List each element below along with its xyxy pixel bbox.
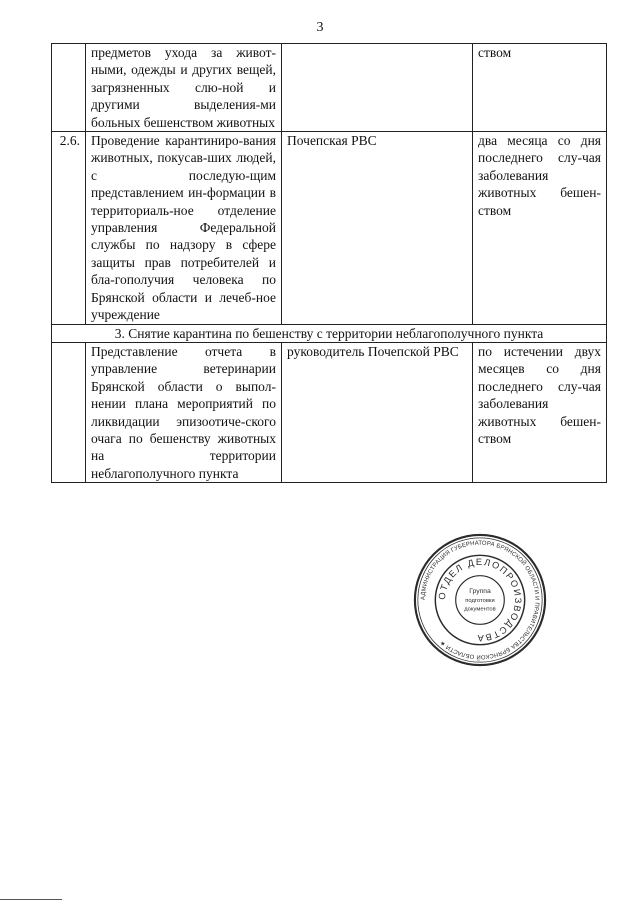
stamp-center-line: подготовки (465, 597, 495, 604)
action-cell: Представление отчета в управление ветеринарии Брянской области о выпол-нении плана мероприятий по ликвидации эпизоотиче-ского очага по бешенству животных на территории неблагополучного пункта (86, 342, 282, 482)
section-heading: 3. Снятие карантина по бешенству с территории неблагополучного пункта (52, 324, 607, 342)
section-heading-row (52, 324, 607, 342)
table-row (52, 342, 607, 482)
deadline-cell: два месяца со дня последнего слу-чая заболевания животных бешен-ством (473, 132, 607, 324)
table-row (52, 132, 607, 324)
official-stamp (412, 532, 548, 668)
action-plan-table (51, 43, 607, 483)
stamp-ring-text: ОТДЕЛ ДЕЛОПРОИЗВОДСТВА (436, 556, 524, 643)
deadline-cell: ством (473, 44, 607, 132)
page-number: 3 (316, 20, 324, 35)
stamp-center-line: Группа (469, 588, 491, 596)
footer-divider (0, 899, 62, 900)
responsible-cell: руководитель Почепской РВС (282, 342, 473, 482)
stamp-center-line: документов (464, 606, 496, 613)
table-row (52, 44, 607, 132)
row-number: 2.6. (52, 132, 86, 324)
row-number (52, 44, 86, 132)
responsible-cell: Почепская РВС (282, 132, 473, 324)
action-cell: предметов ухода за живот-ными, одежды и других вещей, загрязненных слю-ной и другими выделения-ми больных бешенством животных (86, 44, 282, 132)
responsible-cell (282, 44, 473, 132)
stamp-outer-text: АДМИНИСТРАЦИЯ ГУБЕРНАТОРА БРЯНСКОЙ ОБЛАСТИ И ПРАВИТЕЛЬСТВА БРЯНСКОЙ ОБЛАСТИ ★ (420, 540, 540, 660)
action-cell: Проведение карантиниро-вания животных, покусав-ших людей, с последую-щим представлением ин-формации в территориаль-ное отделение управления Федеральной службы по надзору в сфере защиты прав потребителей и бла-гополучия человека по Брянской области и лечеб-ное учреждение (86, 132, 282, 324)
row-number (52, 342, 86, 482)
deadline-cell: по истечении двух месяцев со дня последнего слу-чая заболевания животных бешен-ством (473, 342, 607, 482)
